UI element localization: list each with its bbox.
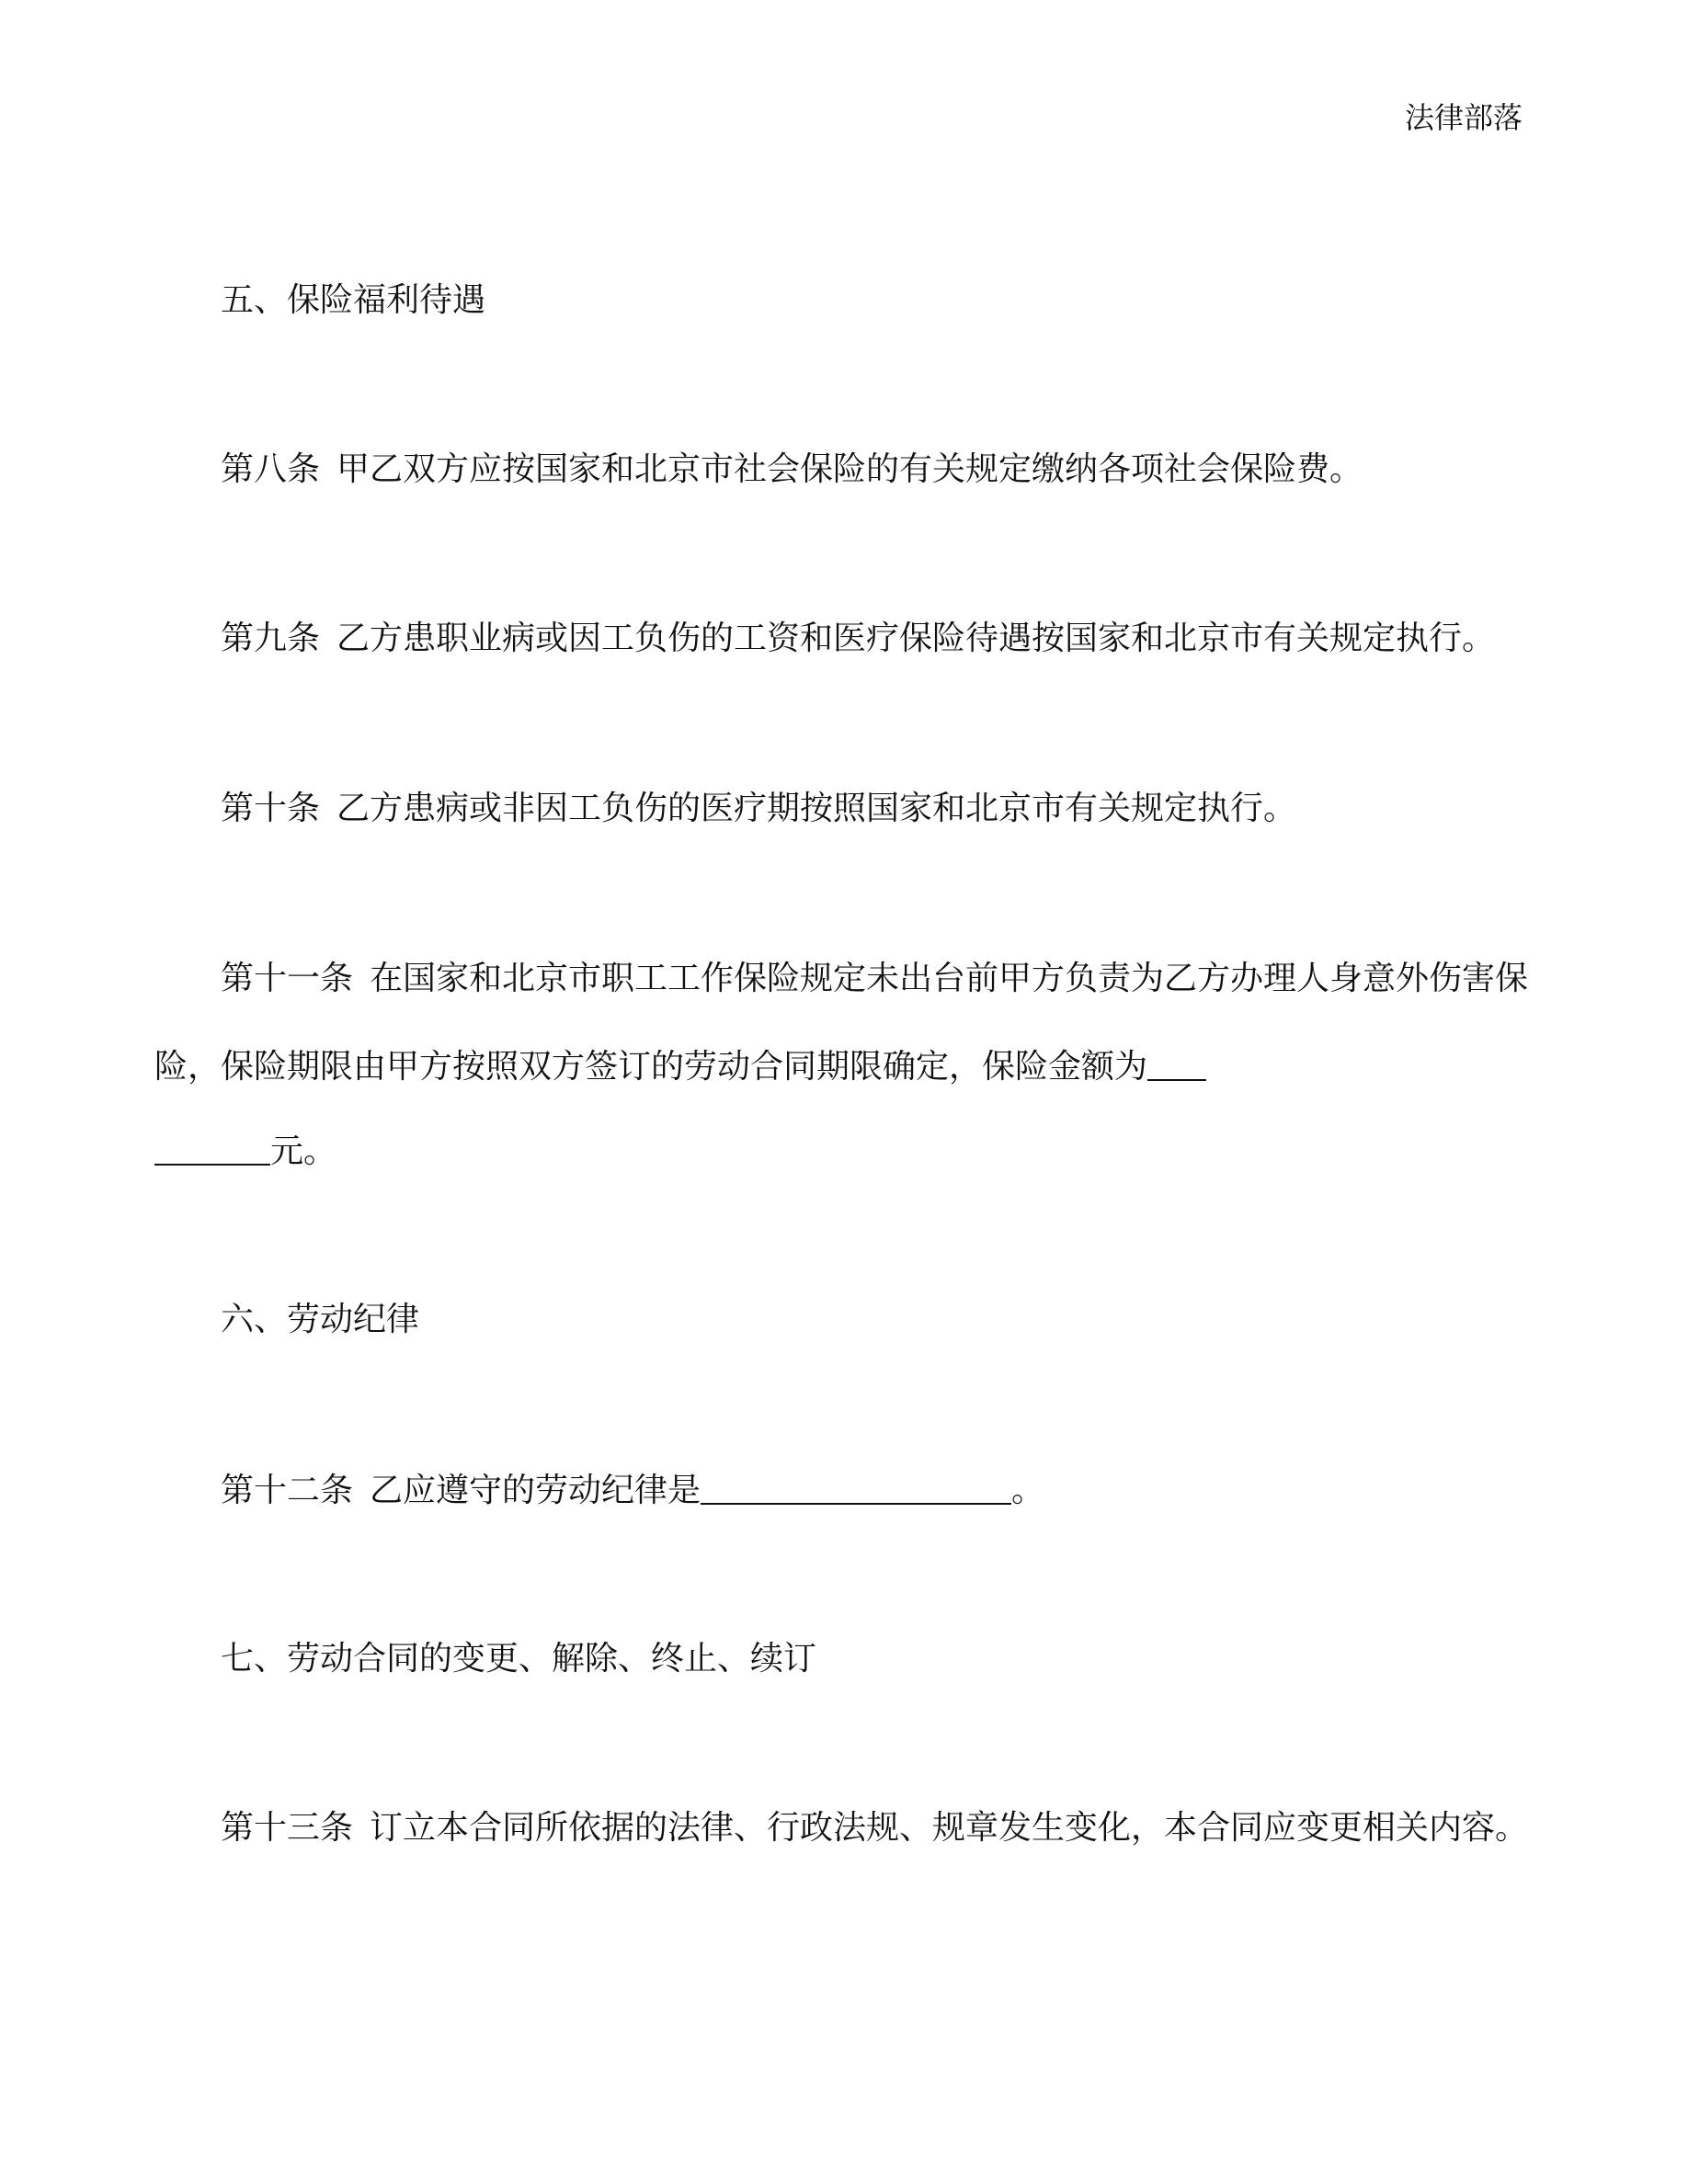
article-11-number: 第十一条 <box>221 960 354 997</box>
header-label: 法律部落 <box>1404 100 1523 135</box>
section-heading-discipline: 六、劳动纪律 <box>221 1301 420 1338</box>
article-11-text-line-3: 元。 <box>270 1132 337 1170</box>
article-10 <box>221 788 1296 830</box>
article-13 <box>221 1807 1528 1849</box>
article-12 <box>221 1468 1044 1512</box>
article-13-number: 第十三条 <box>221 1809 354 1847</box>
article-8-number: 第八条 <box>221 450 321 488</box>
article-11-line-1 <box>221 958 1528 1000</box>
article-9-number: 第九条 <box>221 620 321 657</box>
article-8 <box>221 449 1363 491</box>
article-11-line-3 <box>154 1129 336 1173</box>
section-heading-contract-change: 七、劳动合同的变更、解除、终止、续订 <box>221 1640 817 1678</box>
article-11-line-2 <box>154 1044 1206 1088</box>
insurance-amount-blank-part-1 <box>1147 1048 1206 1081</box>
insurance-amount-blank-part-2 <box>154 1132 270 1166</box>
article-12-text: 乙应遵守的劳动纪律是 <box>370 1472 701 1509</box>
article-12-suffix: 。 <box>1011 1472 1045 1509</box>
article-10-number: 第十条 <box>221 790 321 827</box>
article-11-text-line-1: 在国家和北京市职工工作保险规定未出台前甲方负责为乙方办理人身意外伤害保 <box>370 960 1529 997</box>
labor-discipline-blank <box>701 1472 1011 1505</box>
article-13-text: 订立本合同所依据的法律、行政法规、规章发生变化，本合同应变更相关内容。 <box>370 1809 1529 1847</box>
article-10-text: 乙方患病或非因工负伤的医疗期按照国家和北京市有关规定执行。 <box>336 790 1297 827</box>
article-9 <box>221 618 1495 660</box>
article-9-text: 乙方患职业病或因工负伤的工资和医疗保险待遇按国家和北京市有关规定执行。 <box>336 620 1496 657</box>
article-8-text: 甲乙双方应按国家和北京市社会保险的有关规定缴纳各项社会保险费。 <box>336 450 1363 488</box>
section-heading-insurance: 五、保险福利待遇 <box>221 281 486 319</box>
article-11-text-line-2: 险，保险期限由甲方按照双方签订的劳动合同期限确定，保险金额为 <box>154 1048 1148 1086</box>
article-12-number: 第十二条 <box>221 1472 354 1509</box>
